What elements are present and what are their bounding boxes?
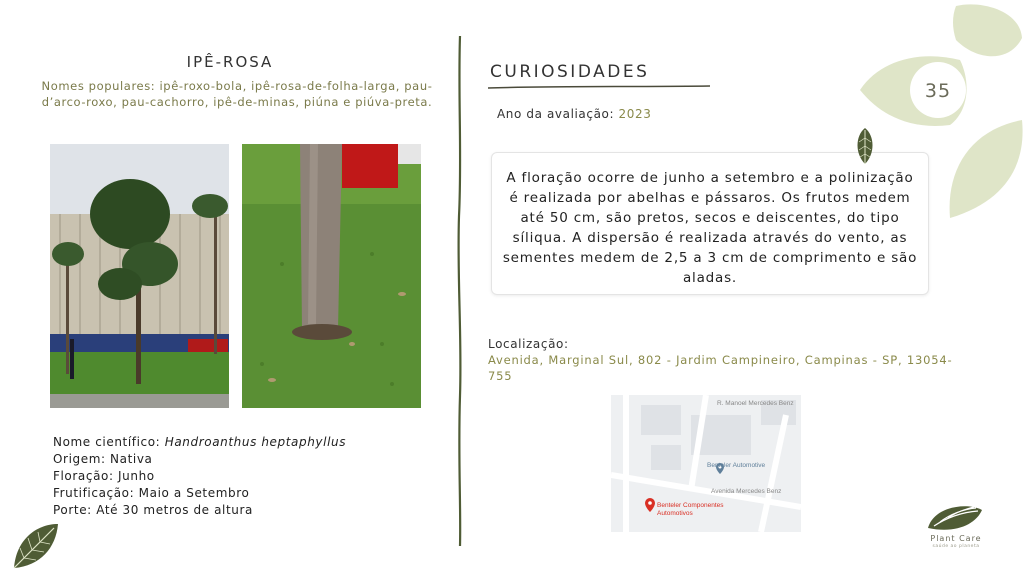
- heading-underline: [488, 84, 710, 90]
- origin-line: Origem: Nativa: [53, 452, 153, 466]
- brand-tagline: saúde ao planeta: [932, 544, 980, 549]
- flowering-line: Floração: Junho: [53, 469, 155, 483]
- column-divider: [453, 36, 467, 546]
- tree-photo-trunk: [242, 144, 421, 408]
- map-poi-label-2a: Benteler Componentes: [657, 502, 724, 509]
- map-poi-label-1: Benteler Automotive: [707, 462, 766, 469]
- curiosities-heading: CURIOSIDADES: [490, 62, 650, 82]
- leaf-decoration-icon: [10, 520, 62, 572]
- popular-names: Nomes populares: ipê-roxo-bola, ipê-rosa-de-folha-larga, pau-d’arco-roxo, pau-cachorro, ipê-de-minas, piúna e piúva-preta.: [41, 79, 433, 109]
- map-poi-label-2b: Automotivos: [657, 510, 693, 517]
- fruiting-line: Frutificação: Maio a Setembro: [53, 486, 250, 500]
- tree-photo-building: [50, 144, 229, 408]
- size-line: Porte: Até 30 metros de altura: [53, 503, 253, 517]
- scientific-name-label: Nome científico:: [53, 435, 165, 449]
- curiosities-text: A floração ocorre de junho a setembro e a polinização é realizada por abelhas e pássaros. Os frutos medem até 50 cm, são pretos, secos e deiscentes, do tipo síliqua. A dispersão é realizada através do vento, as sementes medem de 2,5 a 3 cm de comprimento e são aladas.: [502, 170, 918, 286]
- map-street-label-2: Avenida Mercedes Benz: [711, 488, 782, 495]
- evaluation-year: [497, 107, 652, 121]
- plant-title: IPÊ-ROSA: [186, 53, 274, 71]
- brand-name: Plant Care: [930, 534, 982, 543]
- location-label: Localização:: [488, 337, 569, 351]
- map-street-label-1: R. Manoel Mercedes Benz: [717, 400, 794, 407]
- evaluation-year-value: 2023: [618, 107, 652, 121]
- plant-specs: [53, 434, 346, 519]
- scientific-name-value: Handroanthus heptaphyllus: [164, 435, 347, 449]
- location-map[interactable]: [611, 395, 801, 532]
- page-number: 35: [924, 80, 952, 102]
- scientific-name-line: [53, 434, 346, 451]
- location-address: Avenida, Marginal Sul, 802 - Jardim Campineiro, Campinas - SP, 13054-755: [488, 353, 953, 383]
- evaluation-year-label: Ano da avaliação:: [497, 107, 619, 121]
